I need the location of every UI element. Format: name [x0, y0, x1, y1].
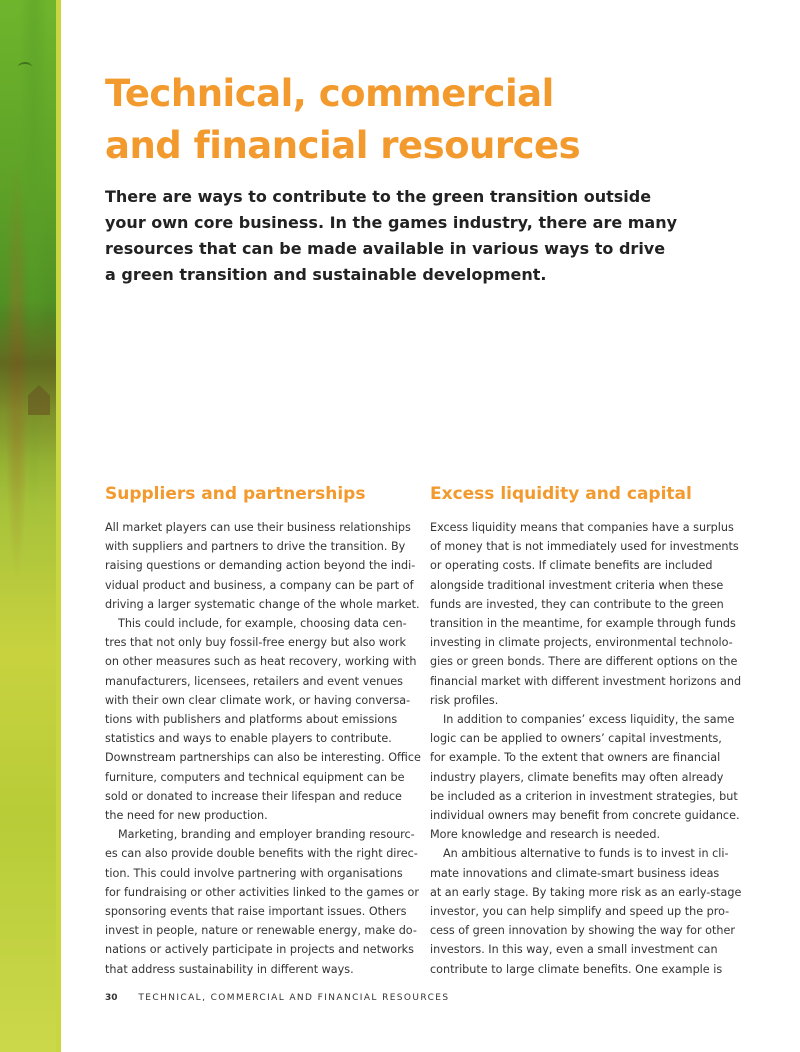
text-line: cess of green innovation by showing the way for other	[430, 924, 735, 938]
suppliers-section	[105, 482, 421, 979]
text-line: the need for new production.	[105, 809, 268, 823]
text-line: gies or green bonds. There are different options on the	[430, 655, 738, 669]
text-line: driving a larger systematic change of the whole market.	[105, 597, 420, 611]
page-number: 30	[105, 993, 118, 1003]
text-line: investors. In this way, even a small investment can	[430, 943, 718, 957]
text-line: at an early stage. By taking more risk as an early-stage	[430, 885, 742, 899]
text-line: nations or actively participate in projects and networks	[105, 943, 414, 957]
side-accent-line	[56, 0, 61, 1052]
text-line: Downstream partnerships can also be interesting. Office	[105, 751, 421, 765]
text-line: funds are invested, they can contribute to the green	[430, 597, 724, 611]
lead-line: There are ways to contribute to the green transition outside	[105, 187, 652, 206]
text-line: mate innovations and climate-smart business ideas	[430, 866, 720, 880]
text-line: on other measures such as heat recovery, working with	[105, 655, 417, 669]
lead-line: a green transition and sustainable development.	[105, 265, 547, 284]
text-line: manufacturers, licensees, retailers and event venues	[105, 674, 403, 688]
page-title	[105, 68, 580, 172]
text-line: An ambitious alternative to funds is to invest in cli-	[443, 847, 729, 861]
text-line: with their own clear climate work, or having conversa-	[105, 693, 411, 707]
text-line: furniture, computers and technical equipment can be	[105, 770, 405, 784]
lead-line: your own core business. In the games industry, there are many	[105, 213, 678, 232]
text-line: Excess liquidity means that companies have a surplus	[430, 521, 734, 534]
text-line: Marketing, branding and employer branding resourc-	[118, 828, 415, 842]
text-line: with suppliers and partners to drive the transition. By	[105, 540, 406, 554]
text-line: be included as a criterion in investment strategies, but	[430, 789, 738, 803]
text-line: sponsoring events that raise important issues. Others	[105, 905, 407, 919]
text-line: logic can be applied to owners’ capital investments,	[430, 732, 722, 746]
text-line: for example. To the extent that owners are financial	[430, 751, 721, 765]
text-line: investor, you can help simplify and speed up the pro-	[430, 905, 730, 919]
lead-paragraph	[105, 184, 678, 288]
text-line: tions with publishers and platforms about emissions	[105, 713, 398, 727]
text-line: risk profiles.	[430, 693, 499, 707]
section-heading: Excess liquidity and capital	[430, 484, 692, 504]
text-line: vidual product and business, a company can be part of	[105, 578, 414, 592]
text-line: individual owners may benefit from concrete guidance.	[430, 809, 740, 823]
text-line: financial market with different investment horizons and	[430, 674, 742, 688]
text-line: In addition to companies’ excess liquidity, the same	[443, 713, 735, 727]
text-line: es can also provide double benefits with the right direc-	[105, 847, 418, 861]
text-line: sold or donated to increase their lifespan and reduce	[105, 789, 402, 803]
side-image-scene	[0, 300, 56, 460]
title-line: Technical, commercial	[105, 72, 554, 115]
text-line: More knowledge and research is needed.	[430, 828, 661, 842]
text-line: raising questions or demanding action beyond the indi-	[105, 559, 416, 573]
text-line: for fundraising or other activities linked to the games or	[105, 885, 419, 899]
text-line: investing in climate projects, environmental technolo-	[430, 636, 733, 650]
text-line: invest in people, nature or renewable energy, make do-	[105, 924, 417, 938]
page-footer	[105, 992, 449, 1004]
text-line: tion. This could involve partnering with organisations	[105, 866, 403, 880]
section-heading: Suppliers and partnerships	[105, 484, 366, 504]
text-line: contribute to large climate benefits. One example is	[430, 962, 723, 976]
text-line: that address sustainability in different ways.	[105, 962, 354, 976]
text-line: tres that not only buy fossil-free energy but also work	[105, 636, 406, 650]
text-line: All market players can use their business relationships	[105, 521, 411, 534]
text-line: statistics and ways to enable players to contribute.	[105, 732, 392, 746]
decorative-side-image	[0, 0, 56, 1052]
text-line: transition in the meantime, for example through funds	[430, 617, 736, 631]
side-image-bird	[18, 62, 32, 72]
excess-liquidity-section	[430, 482, 742, 979]
section-body	[105, 518, 421, 979]
lead-line: resources that can be made available in various ways to drive	[105, 239, 666, 258]
text-line: This could include, for example, choosing data cen-	[118, 617, 407, 631]
running-footer-title: TECHNICAL, COMMERCIAL AND FINANCIAL RESOURCES	[138, 993, 450, 1003]
text-line: industry players, climate benefits may often already	[430, 770, 724, 784]
title-line: and financial resources	[105, 124, 581, 167]
text-line: alongside traditional investment criteria when these	[430, 578, 724, 592]
text-line: or operating costs. If climate benefits are included	[430, 559, 713, 573]
section-body	[430, 518, 742, 979]
text-line: of money that is not immediately used for investments	[430, 540, 739, 554]
